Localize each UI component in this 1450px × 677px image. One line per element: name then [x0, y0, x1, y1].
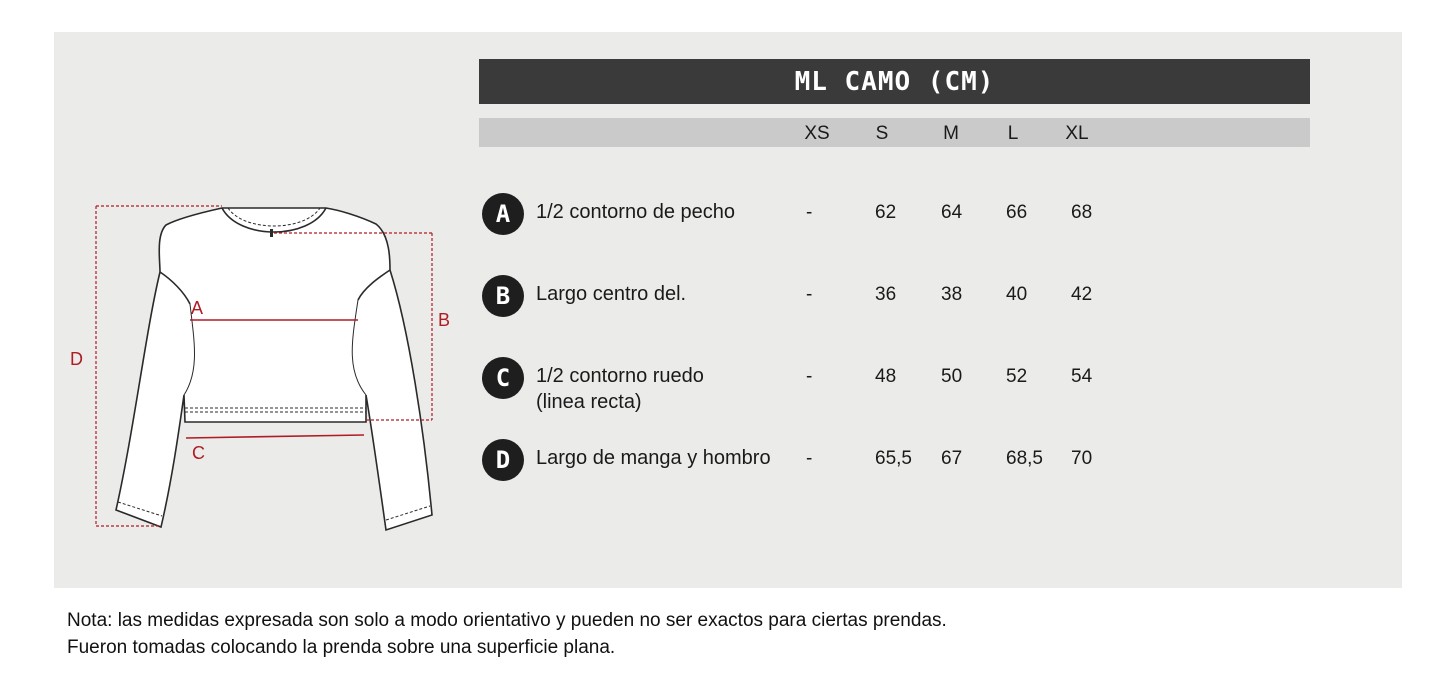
size-header-m: M: [943, 123, 959, 144]
chart-title: ML CAMO (CM): [479, 59, 1310, 104]
row-label-b: Largo centro del.: [536, 283, 687, 305]
row-badge-a: A: [482, 193, 524, 235]
garment-diagram: [54, 180, 454, 540]
cell-b-m: 38: [941, 284, 963, 305]
diagram-label-a: A: [191, 298, 204, 318]
diagram-label-b: B: [438, 310, 451, 330]
cell-a-xl: 68: [1071, 202, 1093, 223]
note-line-1: Nota: las medidas expresada son solo a modo orientativo y pueden no ser exactos para ciertas prendas.: [67, 610, 947, 631]
size-header-xs: XS: [804, 123, 830, 144]
cell-a-s: 62: [875, 202, 897, 223]
cell-d-xl: 70: [1071, 448, 1093, 469]
row-badge-d: D: [482, 439, 524, 481]
diagram-label-d: D: [70, 349, 83, 369]
row-label-c-note: (linea recta): [536, 391, 642, 413]
cell-a-m: 64: [941, 202, 963, 223]
cell-d-xs: -: [806, 448, 813, 469]
cell-c-xs: -: [806, 366, 813, 387]
row-label-d: Largo de manga y hombro: [536, 447, 771, 469]
size-header-s: S: [875, 123, 889, 144]
cell-a-xs: -: [806, 202, 813, 223]
cell-b-xl: 42: [1071, 284, 1093, 305]
row-label-a: 1/2 contorno de pecho: [536, 201, 736, 223]
size-header-l: L: [1007, 123, 1019, 144]
note-line-2: Fueron tomadas colocando la prenda sobre una superficie plana.: [67, 637, 616, 658]
cell-b-l: 40: [1006, 284, 1028, 305]
diagram-label-c: C: [192, 443, 205, 463]
row-badge-b: B: [482, 275, 524, 317]
cell-b-s: 36: [875, 284, 897, 305]
cell-c-m: 50: [941, 366, 963, 387]
row-badge-c: C: [482, 357, 524, 399]
cell-c-s: 48: [875, 366, 897, 387]
cell-d-m: 67: [941, 448, 963, 469]
cell-a-l: 66: [1006, 202, 1028, 223]
cell-c-xl: 54: [1071, 366, 1093, 387]
cell-c-l: 52: [1006, 366, 1028, 387]
size-header-xl: XL: [1065, 123, 1089, 144]
cell-b-xs: -: [806, 284, 813, 305]
cell-d-l: 68,5: [1006, 448, 1043, 469]
cell-d-s: 65,5: [875, 448, 912, 469]
sweater-outline-icon: [116, 208, 432, 530]
row-label-c: 1/2 contorno ruedo: [536, 365, 704, 387]
